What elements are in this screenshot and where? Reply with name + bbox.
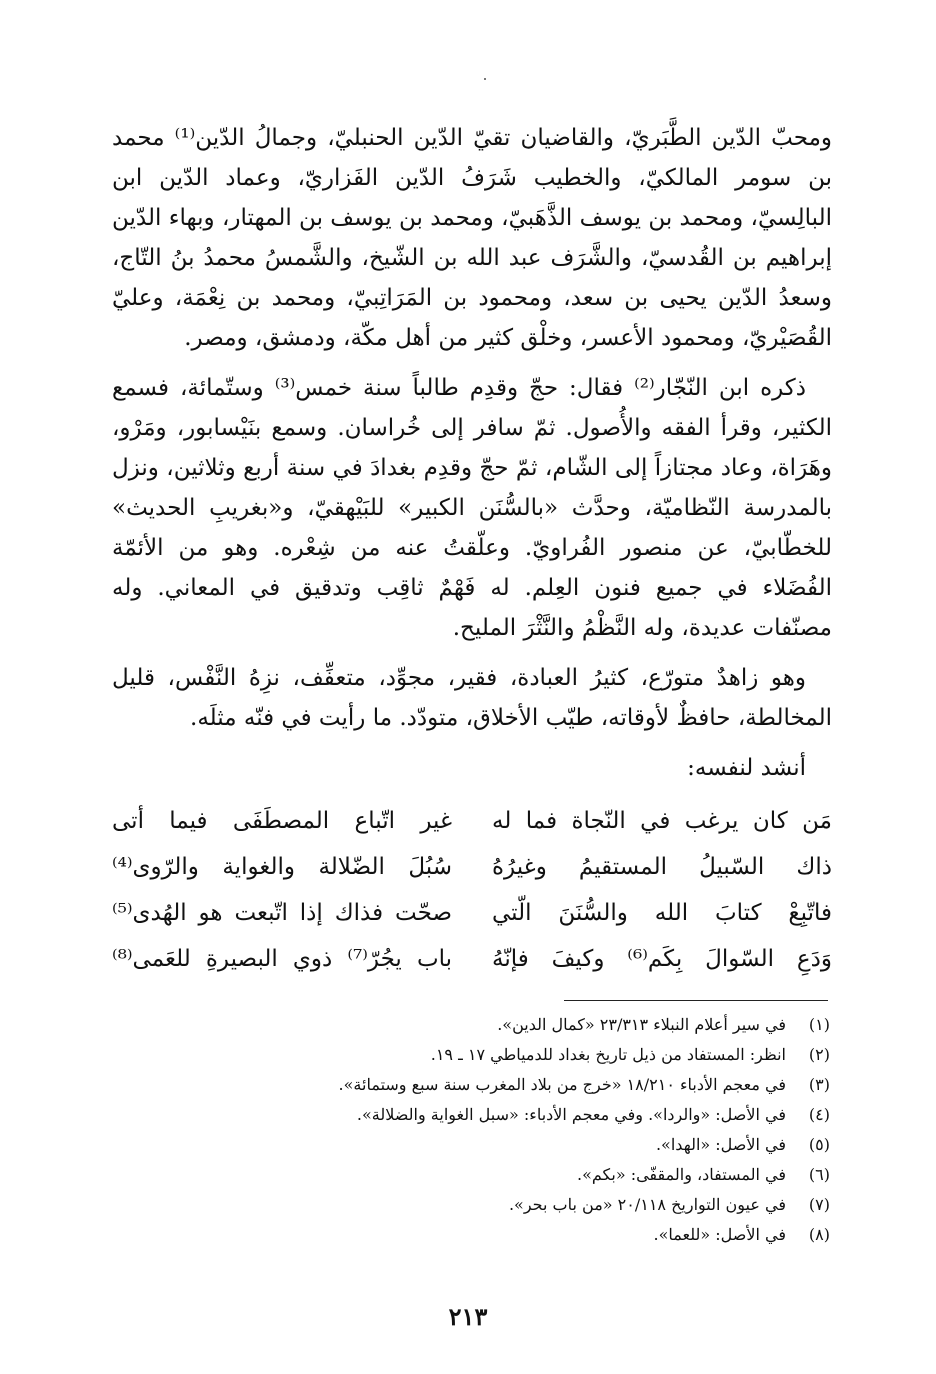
verse-second-half: سُبُلَ الضّلالة والغواية والرّوى⁽⁴⁾ [112,854,452,880]
verse-second-half: باب يجُرّ⁽⁷⁾ ذوي البصيرةِ للعَمى⁽⁸⁾ [112,946,453,972]
main-text [112,118,832,794]
footnote-text: في الأصل: «للعما». [653,1225,786,1244]
verse-second-half: غير اتّباع المصطَفَى فيما أتى [112,808,452,834]
paragraph-character: وهو زاهدٌ متورّع، كثيرُ العبادة، فقير، مجوِّد، متعفِّف، نزِهُ النَّفْس، قليل المخالطة، حافظٌ لأوقاته، طيّب الأخلاق، متودّد. ما رأيت في فنّه مثلَه. [112,665,832,731]
paragraph-biography: ذكره ابن النّجّار⁽²⁾ فقال: حجّ وقدِم طالباً سنة خمس⁽³⁾ وستّمائة، فسمع الكثير، وقرأ الفقه والأُصول. ثمّ سافر إلى خُراسان. وسمع بنَيْسابور، ومَرْو، وهَرَاة، وعاد مجتازاً إلى الشّام، ثمّ حجّ وقدِم بغدادَ في سنة أربع وثلاثين، ونزل بالمدرسة النّظاميّة، وحدَّث «بالسُّنَن الكبير» للبَيْهقيّ، و«بغريبِ الحديث» للخطّابيّ، عن منصور الفُراويّ. وعلّقتُ عنه من شِعْره. وهو من الأئمّة الفُضَلاء في جميع فنون العِلم. له فَهْمٌ ثاقِب وتدقيق في المعاني. وله مصنّفات عديدة، وله النَّظْمُ والنَّثْرَ المليح. [112,375,832,641]
verse-first-half: ذاك السّبيلُ المستقيمُ وغيرُهُ [492,854,832,880]
footnote [150,1220,830,1250]
footnote-divider [564,1000,828,1001]
footnote-number: (٤) [808,1105,830,1124]
verse-line [112,798,832,844]
verse-first-half: وَدَعِ السّوالَ بِكَم⁽⁶⁾ وكيفَ فإنّهُ [492,946,833,972]
footnote [150,1130,830,1160]
footnote-number: (٦) [808,1165,830,1184]
verse-intro: أنشد لنفسه: [687,755,806,781]
verse-first-half: مَن كان يرغب في النّجاة فما له [492,808,832,834]
footnote-text: في معجم الأدباء ١٨/٢١٠ «خرج من بلاد المغرب سنة سبع وستمائة». [338,1075,786,1094]
poem [112,798,832,982]
footnote-number: (٢) [808,1045,830,1064]
footnote-number: (٣) [808,1075,830,1094]
verse-line [112,890,832,936]
footnote-text: في عيون التواريخ ٢٠/١١٨ «من باب بحر». [508,1195,786,1214]
footnote-text: في الأصل: «الهدا». [655,1135,786,1154]
verse-line [112,936,832,982]
footnote [150,1160,830,1190]
paragraph-teachers: ومحبّ الدّين الطَّبَريّ، والقاضيان تقيّ الدّين الحنبليّ، وجمالُ الدّين⁽¹⁾ محمد بن سومر المالكيّ، والخطيب شَرَفُ الدّين الفَزاريّ، وعماد الدّين ابن البالِسيّ، ومحمد بن يوسف الذَّهَبيّ، ومحمد بن يوسف بن المهتار، وبهاء الدّين إبراهيم بن القُدسيّ، والشَّرَف عبد الله بن الشّيخ، والشَّمسُ محمدُ بنُ التّاج، وسعدُ الدّين يحيى بن سعد، ومحمود بن المَرَاتِبيّ، ومحمد بن نِعْمَة، وعليّ القُصَيْريّ، ومحمود الأعسر، وخلْق كثير من أهل مكّة، ودمشق، ومصر. [112,125,833,351]
verse-second-half: صحّت فذاك إذا اتّبعت هو الهُدى⁽⁵⁾ [112,900,452,926]
page-number: ٢١٣ [448,1302,488,1331]
footnote-number: (٧) [808,1195,830,1214]
footnote-text: في المستفاد، والمقفّى: «بكم». [577,1165,786,1184]
verse-line [112,844,832,890]
footnote-number: (١) [808,1015,830,1034]
footnote-text: في سير أعلام النبلاء ٢٣/٣١٣ «كمال الدين». [497,1015,786,1034]
footnote [150,1070,830,1100]
footnote-text: في الأصل: «والردا». وفي معجم الأدباء: «سبل الغواية والضلالة». [356,1105,786,1124]
footnote [150,1010,830,1040]
footnotes [150,1010,830,1250]
footnote-text: انظر: المستفاد من ذيل تاريخ بغداد للدمياطي ١٧ ـ ١٩. [430,1045,786,1064]
footnote [150,1040,830,1070]
verse-first-half: فاتّبِعْ كتابَ الله والسُّنَنَ الّتي [492,900,832,926]
footnote [150,1190,830,1220]
print-speck [484,78,486,80]
footnote [150,1100,830,1130]
footnote-number: (٥) [808,1135,830,1154]
footnote-number: (٨) [808,1225,830,1244]
